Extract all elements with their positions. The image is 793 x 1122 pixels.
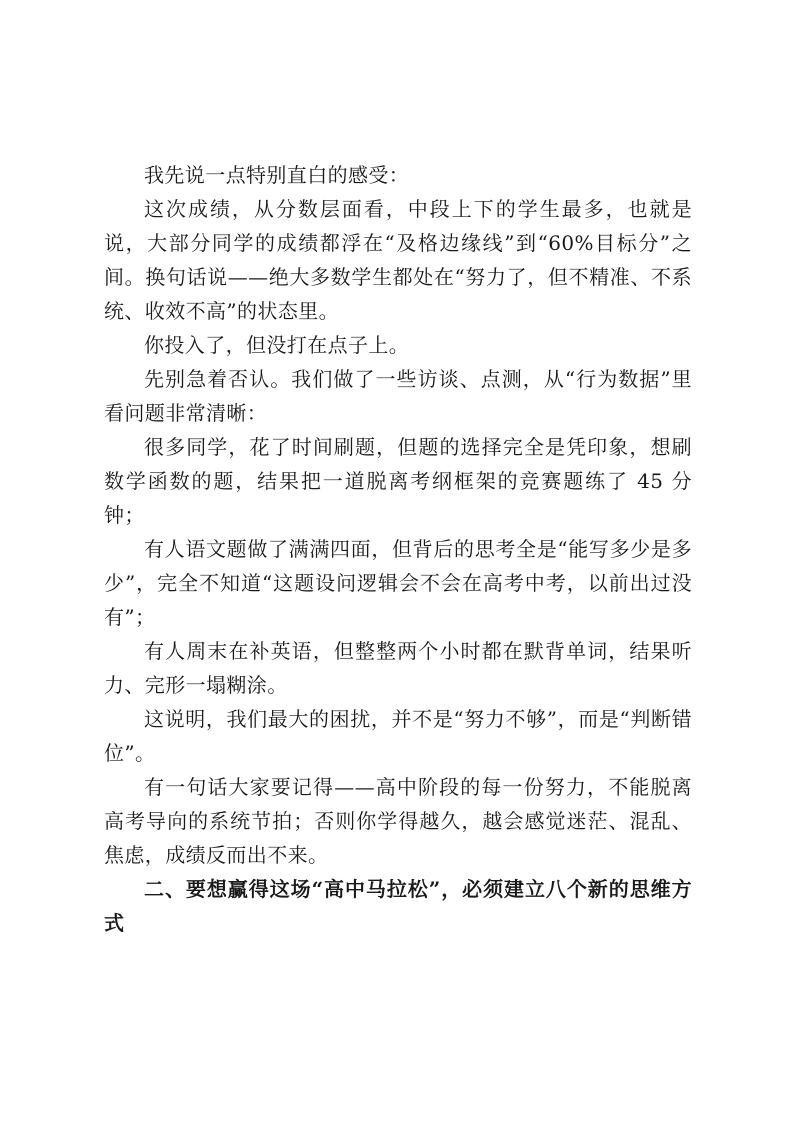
paragraph-reminder: 有一句话大家要记得——高中阶段的每一份努力，不能脱离高考导向的系统节拍；否则你学得越久，越会感觉迷茫、混乱、焦虑，成绩反而出不来。 bbox=[104, 775, 692, 867]
paragraph-intro: 我先说一点特别直白的感受： bbox=[144, 163, 410, 187]
paragraph-example-english: 有人周末在补英语，但整整两个小时都在默背单词，结果听力、完形一塌糊涂。 bbox=[104, 639, 692, 697]
paragraph-conclusion: 这说明，我们最大的困扰，并不是“努力不够”，而是“判断错位”。 bbox=[104, 707, 692, 765]
paragraph-effort-miss: 你投入了，但没打在点子上。 bbox=[144, 333, 410, 357]
paragraph-example-chinese: 有人语文题做了满满四面，但背后的思考全是“能写多少是多少”，完全不知道“这题设问逻辑会不会在高考中考，以前出过没有”； bbox=[104, 537, 692, 629]
paragraph-score-analysis: 这次成绩，从分数层面看，中段上下的学生最多，也就是说，大部分同学的成绩都浮在“及格边缘线”到“60%目标分”之间。换句话说——绝大多数学生都处在“努力了，但不精准、不系统、收效不高”的状态里。 bbox=[104, 197, 692, 323]
paragraph-example-math: 很多同学，花了时间刷题，但题的选择完全是凭印象，想刷数学函数的题，结果把一道脱离考纲框架的竞赛题练了 45 分钟； bbox=[104, 435, 692, 527]
document-body bbox=[104, 158, 692, 940]
section-heading: 二、要想赢得这场“高中马拉松”，必须建立八个新的思维方式 bbox=[104, 877, 692, 935]
paragraph-behavior-data: 先别急着否认。我们做了一些访谈、点测，从“行为数据”里看问题非常清晰： bbox=[104, 367, 692, 425]
